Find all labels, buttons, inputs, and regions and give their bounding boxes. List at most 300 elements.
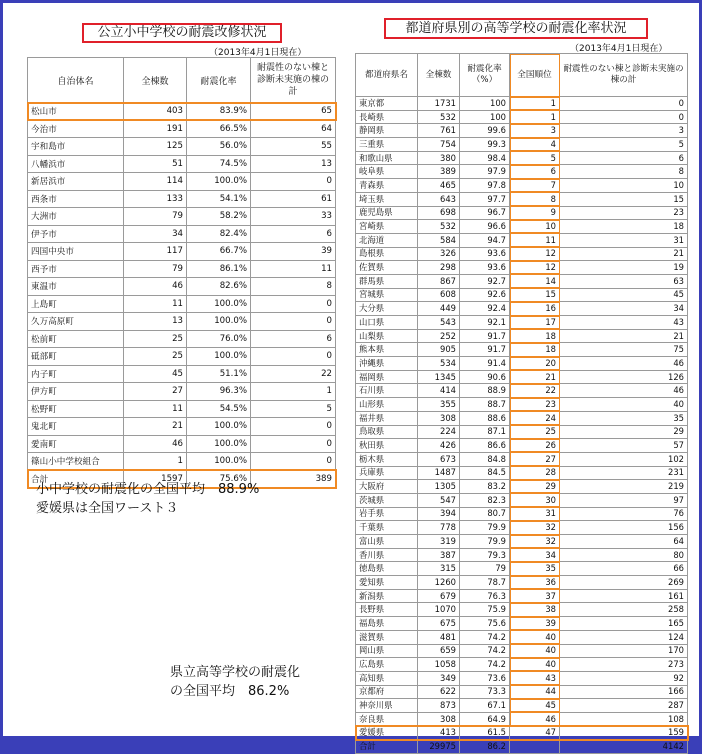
header-total-buildings: 全棟数 bbox=[418, 54, 460, 97]
rate-cell: 94.7 bbox=[460, 233, 510, 247]
left-date: （2013年4月1日現在） bbox=[209, 48, 307, 58]
total-buildings-cell: 319 bbox=[418, 535, 460, 549]
total-buildings-cell: 673 bbox=[418, 452, 460, 466]
prefecture-cell: 宮城県 bbox=[356, 288, 418, 302]
table-row bbox=[356, 151, 688, 165]
total-buildings-cell: 754 bbox=[418, 138, 460, 152]
rank-cell: 7 bbox=[510, 179, 560, 193]
total-buildings-cell: 608 bbox=[418, 288, 460, 302]
total-buildings-cell: 29975 bbox=[418, 740, 460, 754]
table-row bbox=[356, 247, 688, 261]
table-row bbox=[28, 435, 336, 453]
total-buildings-cell: 34 bbox=[124, 225, 187, 243]
non-compliant-cell: 76 bbox=[560, 507, 688, 521]
table-row bbox=[356, 370, 688, 384]
table-row bbox=[356, 329, 688, 343]
rate-cell: 91.4 bbox=[460, 357, 510, 371]
rate-cell: 100 bbox=[460, 97, 510, 111]
non-compliant-cell: 6 bbox=[251, 330, 336, 348]
rank-cell: 27 bbox=[510, 452, 560, 466]
non-compliant-cell: 75 bbox=[560, 343, 688, 357]
non-compliant-cell: 23 bbox=[560, 206, 688, 220]
municipality-cell: 愛南町 bbox=[28, 435, 124, 453]
rank-cell: 28 bbox=[510, 466, 560, 480]
rate-cell: 96.7 bbox=[460, 206, 510, 220]
non-compliant-cell: 4142 bbox=[560, 740, 688, 754]
rate-cell: 79.3 bbox=[460, 548, 510, 562]
rank-cell: 40 bbox=[510, 630, 560, 644]
rate-cell: 74.2 bbox=[460, 658, 510, 672]
right-date: （2013年4月1日現在） bbox=[570, 44, 668, 54]
total-buildings-cell: 387 bbox=[418, 548, 460, 562]
rank-cell: 17 bbox=[510, 316, 560, 330]
non-compliant-cell: 34 bbox=[560, 302, 688, 316]
total-buildings-cell: 13 bbox=[124, 313, 187, 331]
prefecture-cell: 奈良県 bbox=[356, 712, 418, 726]
municipality-cell: 宇和島市 bbox=[28, 138, 124, 156]
total-buildings-cell: 326 bbox=[418, 247, 460, 261]
rate-cell: 54.5% bbox=[187, 400, 251, 418]
rank-cell: 21 bbox=[510, 370, 560, 384]
table-row bbox=[28, 383, 336, 401]
prefecture-cell: 静岡県 bbox=[356, 124, 418, 138]
total-buildings-cell: 349 bbox=[418, 671, 460, 685]
document-page bbox=[3, 3, 699, 752]
rank-cell: 4 bbox=[510, 138, 560, 152]
municipality-cell: 松野町 bbox=[28, 400, 124, 418]
total-buildings-cell: 584 bbox=[418, 233, 460, 247]
non-compliant-cell: 0 bbox=[251, 313, 336, 331]
rank-cell: 40 bbox=[510, 658, 560, 672]
rate-cell: 91.7 bbox=[460, 329, 510, 343]
rate-cell: 67.1 bbox=[460, 699, 510, 713]
rank-cell: 29 bbox=[510, 480, 560, 494]
non-compliant-cell: 65 bbox=[251, 103, 336, 121]
non-compliant-cell: 389 bbox=[251, 470, 336, 488]
rank-cell: 15 bbox=[510, 288, 560, 302]
prefecture-cell: 京都府 bbox=[356, 685, 418, 699]
non-compliant-cell: 21 bbox=[560, 329, 688, 343]
prefecture-cell: 三重県 bbox=[356, 138, 418, 152]
prefecture-cell: 岐阜県 bbox=[356, 165, 418, 179]
rank-cell: 32 bbox=[510, 535, 560, 549]
total-buildings-cell: 46 bbox=[124, 435, 187, 453]
table-row bbox=[356, 179, 688, 193]
table-row bbox=[356, 274, 688, 288]
total-buildings-cell: 1 bbox=[124, 453, 187, 471]
non-compliant-cell: 45 bbox=[560, 288, 688, 302]
total-buildings-cell: 413 bbox=[418, 726, 460, 740]
rank-cell: 16 bbox=[510, 302, 560, 316]
rank-cell: 47 bbox=[510, 726, 560, 740]
non-compliant-cell: 3 bbox=[560, 124, 688, 138]
total-buildings-cell: 298 bbox=[418, 261, 460, 275]
rank-cell: 1 bbox=[510, 110, 560, 124]
prefecture-cell: 福岡県 bbox=[356, 370, 418, 384]
header-rate: 耐震化率（%） bbox=[460, 54, 510, 97]
table-row bbox=[356, 658, 688, 672]
left-table-title: 公立小中学校の耐震改修状況 bbox=[82, 23, 282, 43]
municipality-cell: 東温市 bbox=[28, 278, 124, 296]
total-buildings-cell: 532 bbox=[418, 110, 460, 124]
rate-cell: 100.0% bbox=[187, 435, 251, 453]
table-row bbox=[356, 138, 688, 152]
prefecture-cell: 新潟県 bbox=[356, 589, 418, 603]
rank-cell: 38 bbox=[510, 603, 560, 617]
total-buildings-cell: 622 bbox=[418, 685, 460, 699]
table-row bbox=[356, 548, 688, 562]
rank-cell: 23 bbox=[510, 398, 560, 412]
prefecture-cell: 合計 bbox=[356, 740, 418, 754]
total-buildings-cell: 133 bbox=[124, 190, 187, 208]
non-compliant-cell: 31 bbox=[560, 233, 688, 247]
table-row bbox=[356, 206, 688, 220]
non-compliant-cell: 46 bbox=[560, 384, 688, 398]
non-compliant-cell: 165 bbox=[560, 617, 688, 631]
prefecture-cell: 島根県 bbox=[356, 247, 418, 261]
rate-cell: 83.9% bbox=[187, 103, 251, 121]
table-row bbox=[356, 699, 688, 713]
non-compliant-cell: 0 bbox=[251, 418, 336, 436]
table-row bbox=[356, 398, 688, 412]
prefecture-cell: 茨城県 bbox=[356, 493, 418, 507]
non-compliant-cell: 66 bbox=[560, 562, 688, 576]
rate-cell: 97.7 bbox=[460, 192, 510, 206]
prefecture-cell: 滋賀県 bbox=[356, 630, 418, 644]
total-buildings-cell: 1345 bbox=[418, 370, 460, 384]
rate-cell: 100.0% bbox=[187, 453, 251, 471]
non-compliant-cell: 159 bbox=[560, 726, 688, 740]
non-compliant-cell: 6 bbox=[251, 225, 336, 243]
table-row bbox=[356, 411, 688, 425]
non-compliant-cell: 57 bbox=[560, 439, 688, 453]
total-buildings-cell: 191 bbox=[124, 120, 187, 138]
non-compliant-cell: 64 bbox=[251, 120, 336, 138]
rate-cell: 76.3 bbox=[460, 589, 510, 603]
prefecture-cell: 秋田県 bbox=[356, 439, 418, 453]
rate-cell: 100.0% bbox=[187, 313, 251, 331]
non-compliant-cell: 80 bbox=[560, 548, 688, 562]
non-compliant-cell: 21 bbox=[560, 247, 688, 261]
prefecture-cell: 長野県 bbox=[356, 603, 418, 617]
total-buildings-cell: 414 bbox=[418, 384, 460, 398]
rate-cell: 88.6 bbox=[460, 411, 510, 425]
rank-cell: 8 bbox=[510, 192, 560, 206]
total-buildings-cell: 698 bbox=[418, 206, 460, 220]
prefecture-cell: 山梨県 bbox=[356, 329, 418, 343]
table-row bbox=[356, 493, 688, 507]
total-buildings-cell: 1597 bbox=[124, 470, 187, 488]
non-compliant-cell: 63 bbox=[560, 274, 688, 288]
prefecture-cell: 福島県 bbox=[356, 617, 418, 631]
rate-cell: 100.0% bbox=[187, 348, 251, 366]
national-average-note bbox=[36, 480, 259, 518]
non-compliant-cell: 108 bbox=[560, 712, 688, 726]
municipality-cell: 大洲市 bbox=[28, 208, 124, 226]
total-buildings-cell: 905 bbox=[418, 343, 460, 357]
municipal-schools-table bbox=[27, 57, 336, 488]
rate-cell: 86.2 bbox=[460, 740, 510, 754]
rank-cell: 6 bbox=[510, 165, 560, 179]
non-compliant-cell: 6 bbox=[560, 151, 688, 165]
rate-cell: 99.3 bbox=[460, 138, 510, 152]
rate-cell: 82.4% bbox=[187, 225, 251, 243]
total-buildings-cell: 1487 bbox=[418, 466, 460, 480]
total-buildings-cell: 308 bbox=[418, 411, 460, 425]
municipality-cell: 砥部町 bbox=[28, 348, 124, 366]
rate-cell: 86.6 bbox=[460, 439, 510, 453]
rate-cell: 58.2% bbox=[187, 208, 251, 226]
total-buildings-cell: 1731 bbox=[418, 97, 460, 111]
non-compliant-cell: 39 bbox=[251, 243, 336, 261]
note-line: の全国平均 86.2% bbox=[170, 684, 290, 699]
total-buildings-cell: 1058 bbox=[418, 658, 460, 672]
rate-cell: 74.5% bbox=[187, 155, 251, 173]
rank-cell: 40 bbox=[510, 644, 560, 658]
table-row bbox=[356, 685, 688, 699]
table-row bbox=[28, 313, 336, 331]
non-compliant-cell: 0 bbox=[251, 453, 336, 471]
table-row bbox=[356, 124, 688, 138]
non-compliant-cell: 11 bbox=[251, 260, 336, 278]
table-row bbox=[356, 452, 688, 466]
total-buildings-cell: 532 bbox=[418, 220, 460, 234]
rate-cell: 97.9 bbox=[460, 165, 510, 179]
non-compliant-cell: 46 bbox=[560, 357, 688, 371]
rate-cell: 82.3 bbox=[460, 493, 510, 507]
table-row bbox=[356, 165, 688, 179]
rank-cell: 43 bbox=[510, 671, 560, 685]
table-row bbox=[356, 288, 688, 302]
rank-cell: 14 bbox=[510, 274, 560, 288]
municipality-cell: 伊方町 bbox=[28, 383, 124, 401]
total-buildings-cell: 380 bbox=[418, 151, 460, 165]
rate-cell: 73.3 bbox=[460, 685, 510, 699]
table-row bbox=[28, 225, 336, 243]
rate-cell: 64.9 bbox=[460, 712, 510, 726]
non-compliant-cell: 43 bbox=[560, 316, 688, 330]
rate-cell: 92.6 bbox=[460, 288, 510, 302]
total-buildings-cell: 543 bbox=[418, 316, 460, 330]
non-compliant-cell: 273 bbox=[560, 658, 688, 672]
rank-cell: 20 bbox=[510, 357, 560, 371]
municipality-cell: 篠山小中学校組合 bbox=[28, 453, 124, 471]
table-row bbox=[28, 365, 336, 383]
right-table-title: 都道府県別の高等学校の耐震化率状況 bbox=[384, 18, 648, 39]
prefecture-cell: 神奈川県 bbox=[356, 699, 418, 713]
table-row bbox=[356, 466, 688, 480]
non-compliant-cell: 231 bbox=[560, 466, 688, 480]
table-row bbox=[356, 630, 688, 644]
non-compliant-cell: 40 bbox=[560, 398, 688, 412]
municipality-cell: 内子町 bbox=[28, 365, 124, 383]
header-prefecture: 都道府県名 bbox=[356, 54, 418, 97]
table-row bbox=[28, 418, 336, 436]
total-buildings-cell: 1260 bbox=[418, 576, 460, 590]
total-buildings-cell: 481 bbox=[418, 630, 460, 644]
rate-cell: 79.9 bbox=[460, 521, 510, 535]
non-compliant-cell: 287 bbox=[560, 699, 688, 713]
rate-cell: 88.7 bbox=[460, 398, 510, 412]
rank-cell: 46 bbox=[510, 712, 560, 726]
prefecture-cell: 和歌山県 bbox=[356, 151, 418, 165]
table-row bbox=[356, 535, 688, 549]
rank-cell: 1 bbox=[510, 97, 560, 111]
table-row bbox=[28, 155, 336, 173]
table-header-row bbox=[28, 58, 336, 103]
table-row bbox=[28, 453, 336, 471]
table-row bbox=[28, 120, 336, 138]
rate-cell: 97.8 bbox=[460, 179, 510, 193]
prefecture-cell: 兵庫県 bbox=[356, 466, 418, 480]
table-row bbox=[28, 295, 336, 313]
rank-cell: 5 bbox=[510, 151, 560, 165]
prefecture-cell: 青森県 bbox=[356, 179, 418, 193]
non-compliant-cell: 55 bbox=[251, 138, 336, 156]
rank-cell: 18 bbox=[510, 329, 560, 343]
rate-cell: 74.2 bbox=[460, 644, 510, 658]
municipality-cell: 新居浜市 bbox=[28, 173, 124, 191]
non-compliant-cell: 19 bbox=[560, 261, 688, 275]
rank-cell: 35 bbox=[510, 562, 560, 576]
municipality-cell: 鬼北町 bbox=[28, 418, 124, 436]
non-compliant-cell: 0 bbox=[560, 97, 688, 111]
prefecture-cell: 群馬県 bbox=[356, 274, 418, 288]
total-buildings-cell: 45 bbox=[124, 365, 187, 383]
rank-cell: 30 bbox=[510, 493, 560, 507]
table-row bbox=[356, 110, 688, 124]
rate-cell: 75.6 bbox=[460, 617, 510, 631]
municipality-cell: 上島町 bbox=[28, 295, 124, 313]
table-row bbox=[356, 603, 688, 617]
rate-cell: 98.4 bbox=[460, 151, 510, 165]
table-row bbox=[28, 138, 336, 156]
prefecture-cell: 香川県 bbox=[356, 548, 418, 562]
table-row bbox=[28, 348, 336, 366]
total-buildings-cell: 27 bbox=[124, 383, 187, 401]
non-compliant-cell: 219 bbox=[560, 480, 688, 494]
high-school-average-note bbox=[170, 663, 300, 701]
non-compliant-cell: 0 bbox=[251, 295, 336, 313]
rank-cell: 45 bbox=[510, 699, 560, 713]
rate-cell: 100 bbox=[460, 110, 510, 124]
prefecture-cell: 鹿児島県 bbox=[356, 206, 418, 220]
rate-cell: 56.0% bbox=[187, 138, 251, 156]
prefecture-cell: 石川県 bbox=[356, 384, 418, 398]
non-compliant-cell: 33 bbox=[251, 208, 336, 226]
rate-cell: 75.9 bbox=[460, 603, 510, 617]
municipality-cell: 八幡浜市 bbox=[28, 155, 124, 173]
total-buildings-cell: 308 bbox=[418, 712, 460, 726]
rank-cell: 34 bbox=[510, 548, 560, 562]
table-row bbox=[356, 316, 688, 330]
total-buildings-cell: 867 bbox=[418, 274, 460, 288]
municipality-cell: 久万高原町 bbox=[28, 313, 124, 331]
rank-cell: 36 bbox=[510, 576, 560, 590]
rate-cell: 73.6 bbox=[460, 671, 510, 685]
non-compliant-cell: 29 bbox=[560, 425, 688, 439]
total-buildings-cell: 125 bbox=[124, 138, 187, 156]
prefecture-cell: 宮崎県 bbox=[356, 220, 418, 234]
rank-cell: 12 bbox=[510, 261, 560, 275]
total-buildings-cell: 11 bbox=[124, 295, 187, 313]
table-row bbox=[356, 480, 688, 494]
municipality-cell: 西予市 bbox=[28, 260, 124, 278]
table-row bbox=[356, 562, 688, 576]
prefecture-cell: 栃木県 bbox=[356, 452, 418, 466]
rate-cell: 84.5 bbox=[460, 466, 510, 480]
table-row bbox=[356, 425, 688, 439]
rate-cell: 93.6 bbox=[460, 261, 510, 275]
total-buildings-cell: 778 bbox=[418, 521, 460, 535]
total-buildings-cell: 426 bbox=[418, 439, 460, 453]
total-buildings-cell: 252 bbox=[418, 329, 460, 343]
table-row bbox=[28, 173, 336, 191]
municipality-cell: 松山市 bbox=[28, 103, 124, 121]
rank-cell: 22 bbox=[510, 384, 560, 398]
table-row bbox=[356, 384, 688, 398]
rate-cell: 54.1% bbox=[187, 190, 251, 208]
rank-cell: 26 bbox=[510, 439, 560, 453]
table-row bbox=[356, 343, 688, 357]
note-line: 小中学校の耐震化の全国平均 88.9% bbox=[36, 482, 260, 497]
total-buildings-cell: 114 bbox=[124, 173, 187, 191]
rate-cell: 99.6 bbox=[460, 124, 510, 138]
rate-cell: 75.6% bbox=[187, 470, 251, 488]
rate-cell: 83.2 bbox=[460, 480, 510, 494]
non-compliant-cell: 258 bbox=[560, 603, 688, 617]
prefecture-cell: 愛知県 bbox=[356, 576, 418, 590]
table-row bbox=[28, 208, 336, 226]
table-row bbox=[28, 400, 336, 418]
rank-cell: 18 bbox=[510, 343, 560, 357]
rate-cell: 96.3% bbox=[187, 383, 251, 401]
non-compliant-cell: 269 bbox=[560, 576, 688, 590]
rate-cell: 92.1 bbox=[460, 316, 510, 330]
rate-cell: 92.7 bbox=[460, 274, 510, 288]
non-compliant-cell: 1 bbox=[251, 383, 336, 401]
non-compliant-cell: 61 bbox=[251, 190, 336, 208]
total-buildings-cell: 117 bbox=[124, 243, 187, 261]
total-buildings-cell: 761 bbox=[418, 124, 460, 138]
total-buildings-cell: 1305 bbox=[418, 480, 460, 494]
rate-cell: 80.7 bbox=[460, 507, 510, 521]
table-row bbox=[356, 589, 688, 603]
total-buildings-cell: 355 bbox=[418, 398, 460, 412]
rate-cell: 82.6% bbox=[187, 278, 251, 296]
non-compliant-cell: 156 bbox=[560, 521, 688, 535]
non-compliant-cell: 5 bbox=[560, 138, 688, 152]
non-compliant-cell: 5 bbox=[251, 400, 336, 418]
total-buildings-cell: 873 bbox=[418, 699, 460, 713]
table-header-row bbox=[356, 54, 688, 97]
non-compliant-cell: 126 bbox=[560, 370, 688, 384]
non-compliant-cell: 8 bbox=[560, 165, 688, 179]
prefecture-cell: 山形県 bbox=[356, 398, 418, 412]
rank-cell: 3 bbox=[510, 124, 560, 138]
total-buildings-cell: 394 bbox=[418, 507, 460, 521]
table-row bbox=[356, 507, 688, 521]
prefecture-cell: 東京都 bbox=[356, 97, 418, 111]
header-rank: 全国順位 bbox=[510, 54, 560, 97]
non-compliant-cell: 0 bbox=[251, 348, 336, 366]
table-row bbox=[28, 103, 336, 121]
non-compliant-cell: 15 bbox=[560, 192, 688, 206]
table-row bbox=[28, 243, 336, 261]
header-non-compliant: 耐震性のない棟と診断未実施の棟の計 bbox=[251, 58, 336, 103]
rank-cell: 10 bbox=[510, 220, 560, 234]
non-compliant-cell: 166 bbox=[560, 685, 688, 699]
